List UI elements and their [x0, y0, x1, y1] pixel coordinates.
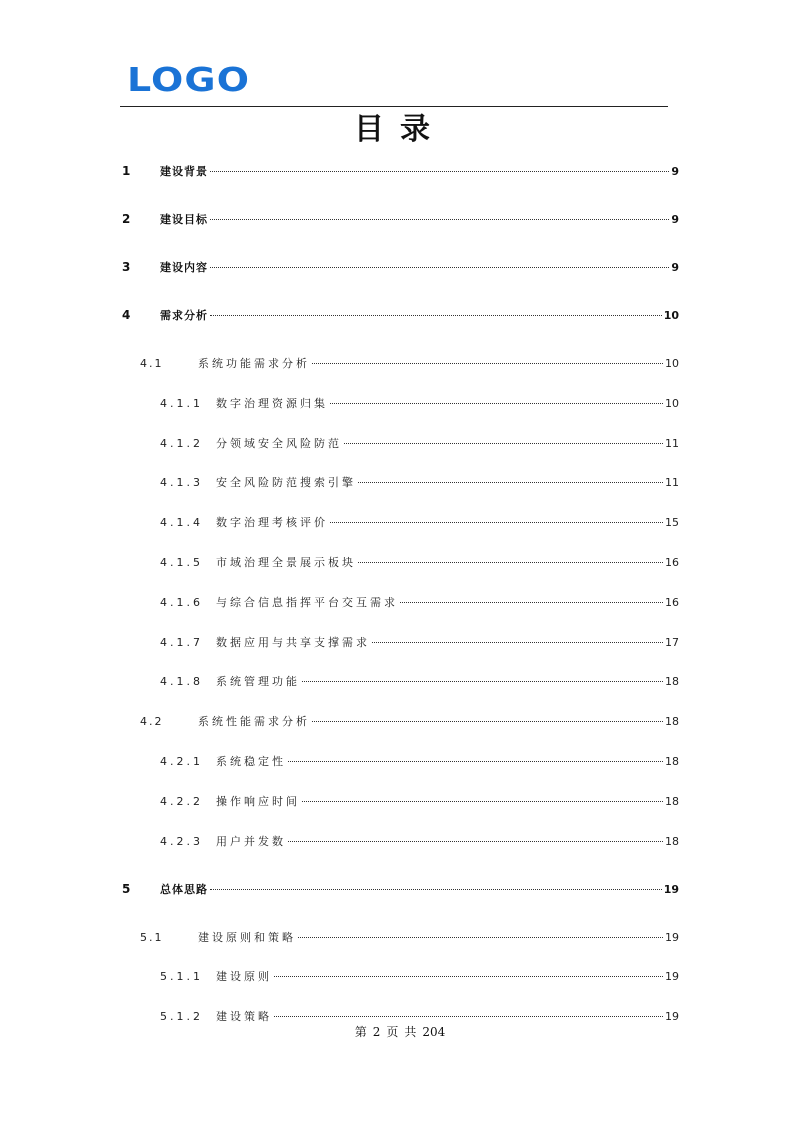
toc-entry[interactable] — [160, 474, 679, 490]
toc-entry-title: 总体思路 — [160, 883, 208, 896]
toc-dot-leader — [358, 482, 663, 483]
toc-entry-page: 11 — [665, 476, 679, 489]
toc-entry-number: 4.1.4 — [160, 516, 203, 529]
toc-entry-number: 4.1.5 — [160, 556, 203, 569]
toc-dot-leader — [274, 976, 663, 977]
toc-entry-page: 16 — [665, 596, 679, 609]
toc-entry-title: 数字治理资源归集 — [216, 397, 328, 410]
toc-entry[interactable] — [122, 307, 679, 323]
toc-entry-number: 4.2.2 — [160, 795, 203, 808]
footer-current-page: 2 — [372, 1025, 381, 1039]
toc-entry-page: 9 — [671, 261, 679, 274]
toc-entry-number: 4.1 — [140, 357, 164, 370]
toc-entry-number: 4.2.1 — [160, 755, 203, 768]
toc-entry-title: 系统稳定性 — [216, 755, 286, 768]
toc-dot-leader — [372, 642, 663, 643]
toc-entry-number: 5 — [122, 882, 131, 896]
toc-entry[interactable] — [122, 211, 679, 227]
toc-dot-leader — [400, 602, 663, 603]
toc-entry-page: 19 — [665, 931, 679, 944]
toc-dot-leader — [288, 761, 663, 762]
toc-entry-number: 4.1.3 — [160, 476, 203, 489]
toc-dot-leader — [288, 841, 663, 842]
toc-entry-page: 17 — [665, 636, 679, 649]
toc-entry-page: 10 — [663, 309, 679, 322]
toc-entry-page: 18 — [665, 835, 679, 848]
toc-dot-leader — [344, 443, 663, 444]
toc-entry-page: 10 — [665, 357, 679, 370]
toc-dot-leader — [210, 267, 669, 268]
toc-entry-title: 与综合信息指挥平台交互需求 — [216, 596, 398, 609]
toc-entry-title: 建设原则和策略 — [198, 931, 296, 944]
page-title: 目录 — [354, 112, 446, 147]
toc-dot-leader — [330, 403, 663, 404]
toc-entry[interactable] — [122, 259, 679, 275]
toc-dot-leader — [358, 562, 663, 563]
toc-entry-page: 19 — [663, 883, 679, 896]
toc-entry[interactable] — [160, 1008, 679, 1024]
toc-dot-leader — [312, 721, 663, 722]
toc-entry-page: 18 — [665, 795, 679, 808]
toc-dot-leader — [330, 522, 663, 523]
toc-entry[interactable] — [160, 395, 679, 411]
toc-entry[interactable] — [160, 594, 679, 610]
page-footer — [0, 1023, 800, 1040]
toc-entry-number: 4.1.1 — [160, 397, 203, 410]
toc-entry-title: 建设策略 — [216, 1010, 272, 1023]
toc-entry-number: 4 — [122, 308, 131, 322]
toc-entry-number: 4.2 — [140, 715, 164, 728]
toc-entry[interactable] — [160, 514, 679, 530]
toc-entry-title: 建设目标 — [160, 213, 208, 226]
toc-dot-leader — [312, 363, 663, 364]
toc-entry-number: 4.1.7 — [160, 636, 203, 649]
toc-entry-number: 5.1.1 — [160, 970, 203, 983]
logo: LOGO — [127, 60, 251, 99]
toc-entry-title: 建设内容 — [160, 261, 208, 274]
toc-entry-page: 18 — [665, 715, 679, 728]
toc-dot-leader — [298, 937, 663, 938]
toc-dot-leader — [302, 681, 663, 682]
toc-entry[interactable] — [160, 554, 679, 570]
toc-entry-title: 建设背景 — [160, 165, 208, 178]
toc-dot-leader — [274, 1016, 663, 1017]
toc-entry-page: 9 — [671, 213, 679, 226]
footer-total-pages: 204 — [422, 1025, 446, 1039]
toc-entry-number: 2 — [122, 212, 131, 226]
toc-entry-number: 3 — [122, 260, 131, 274]
toc-dot-leader — [302, 801, 663, 802]
toc-entry-number: 5.1.2 — [160, 1010, 203, 1023]
toc-entry-title: 安全风险防范搜索引擎 — [216, 476, 356, 489]
toc-entry-page: 19 — [665, 970, 679, 983]
toc-dot-leader — [210, 315, 662, 316]
toc-entry-title: 市域治理全景展示板块 — [216, 556, 356, 569]
toc-entry[interactable] — [140, 355, 679, 371]
toc-entry[interactable] — [160, 833, 679, 849]
toc-entry-page: 16 — [665, 556, 679, 569]
toc-entry-page: 19 — [665, 1010, 679, 1023]
toc-entry-title: 建设原则 — [216, 970, 272, 983]
toc-entry[interactable] — [140, 713, 679, 729]
toc-entry-title: 需求分析 — [160, 309, 208, 322]
toc-entry-page: 11 — [665, 437, 679, 450]
toc-entry-number: 4.1.8 — [160, 675, 203, 688]
toc-entry[interactable] — [122, 163, 679, 179]
toc-entry-title: 数据应用与共享支撑需求 — [216, 636, 370, 649]
toc-entry[interactable] — [160, 793, 679, 809]
toc-entry[interactable] — [160, 634, 679, 650]
toc-entry-number: 4.2.3 — [160, 835, 203, 848]
toc-dot-leader — [210, 889, 662, 890]
toc-entry-page: 18 — [665, 755, 679, 768]
toc-entry-title: 系统性能需求分析 — [198, 715, 310, 728]
toc-entry[interactable] — [160, 673, 679, 689]
toc-entry-title: 操作响应时间 — [216, 795, 300, 808]
toc-entry-page: 18 — [665, 675, 679, 688]
toc-entry-page: 9 — [671, 165, 679, 178]
toc-dot-leader — [210, 219, 669, 220]
toc-entry-title: 数字治理考核评价 — [216, 516, 328, 529]
toc-entry[interactable] — [140, 929, 679, 945]
toc-entry[interactable] — [160, 435, 679, 451]
toc-entry-page: 10 — [665, 397, 679, 410]
toc-entry-title: 系统功能需求分析 — [198, 357, 310, 370]
toc-entry[interactable] — [160, 753, 679, 769]
footer-prefix: 第 — [354, 1025, 367, 1039]
toc-dot-leader — [210, 171, 669, 172]
toc-entry[interactable] — [160, 968, 679, 984]
toc-entry-title: 分领域安全风险防范 — [216, 437, 342, 450]
toc-entry-page: 15 — [665, 516, 679, 529]
toc-entry-number: 5.1 — [140, 931, 164, 944]
footer-page-word: 页 — [386, 1025, 399, 1039]
footer-total-label: 共 — [404, 1025, 417, 1039]
toc-entry-number: 4.1.6 — [160, 596, 203, 609]
toc-entry-number: 1 — [122, 164, 131, 178]
toc-entry-title: 系统管理功能 — [216, 675, 300, 688]
toc-entry[interactable] — [122, 881, 679, 897]
toc-entry-number: 4.1.2 — [160, 437, 203, 450]
toc-entry-title: 用户并发数 — [216, 835, 286, 848]
